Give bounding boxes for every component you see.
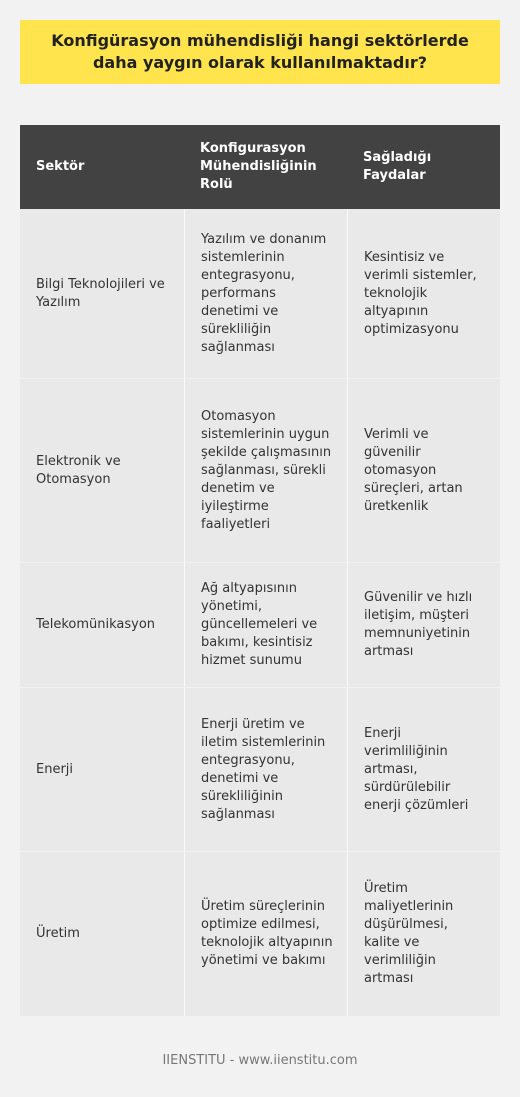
cell-sector: Bilgi Teknolojileri ve Yazılım — [36, 276, 165, 310]
cell-benefits: Üretim maliyetlerinin düşürülmesi, kalite ve verimliliğin artması — [347, 852, 500, 1016]
table-row — [20, 563, 500, 688]
cell-role: Yazılım ve donanım sistemlerinin entegrasyonu, performans denetimi ve sürekliliğin sağlanması — [184, 209, 347, 378]
header-benefits: Sağladığı Faydalar — [363, 150, 432, 183]
table-header-row — [20, 125, 500, 209]
sector-table — [20, 125, 500, 1017]
cell-sector: Elektronik ve Otomasyon — [36, 453, 121, 487]
cell-role: Ağ altyapısının yönetimi, güncellemeleri ve bakımı, kesintisiz hizmet sunumu — [184, 563, 347, 687]
header-sector: Sektör — [36, 159, 85, 174]
cell-benefits: Kesintisiz ve verimli sistemler, teknolojik altyapının optimizasyonu — [347, 209, 500, 378]
cell-benefits: Güvenilir ve hızlı iletişim, müşteri memnuniyetinin artması — [347, 563, 500, 687]
footer-credit: IIENSTITU - www.iienstitu.com — [162, 1053, 358, 1068]
table-row — [20, 379, 500, 563]
cell-benefits: Enerji verimliliğinin artması, sürdürülebilir enerji çözümleri — [347, 688, 500, 851]
cell-role: Enerji üretim ve iletim sistemlerinin entegrasyonu, denetimi ve sürekliliğinin sağlanması — [184, 688, 347, 851]
cell-role: Otomasyon sistemlerinin uygun şekilde çalışmasının sağlanması, sürekli denetim ve iyileştirme faaliyetleri — [184, 379, 347, 562]
title-banner — [20, 20, 500, 84]
cell-benefits: Verimli ve güvenilir otomasyon süreçleri, artan üretkenlik — [347, 379, 500, 562]
cell-sector: Enerji — [36, 761, 74, 777]
table-row — [20, 688, 500, 852]
cell-sector: Üretim — [36, 926, 80, 941]
table-row — [20, 209, 500, 379]
table-row — [20, 852, 500, 1017]
page-title: Konfigürasyon mühendisliği hangi sektörlerde daha yaygın olarak kullanılmaktadır? — [51, 31, 469, 72]
cell-sector: Telekomünikasyon — [36, 617, 156, 632]
cell-role: Üretim süreçlerinin optimize edilmesi, teknolojik altyapının yönetimi ve bakımı — [184, 852, 347, 1016]
header-role: Konfigurasyon Mühendisliğinin Rolü — [200, 141, 317, 192]
